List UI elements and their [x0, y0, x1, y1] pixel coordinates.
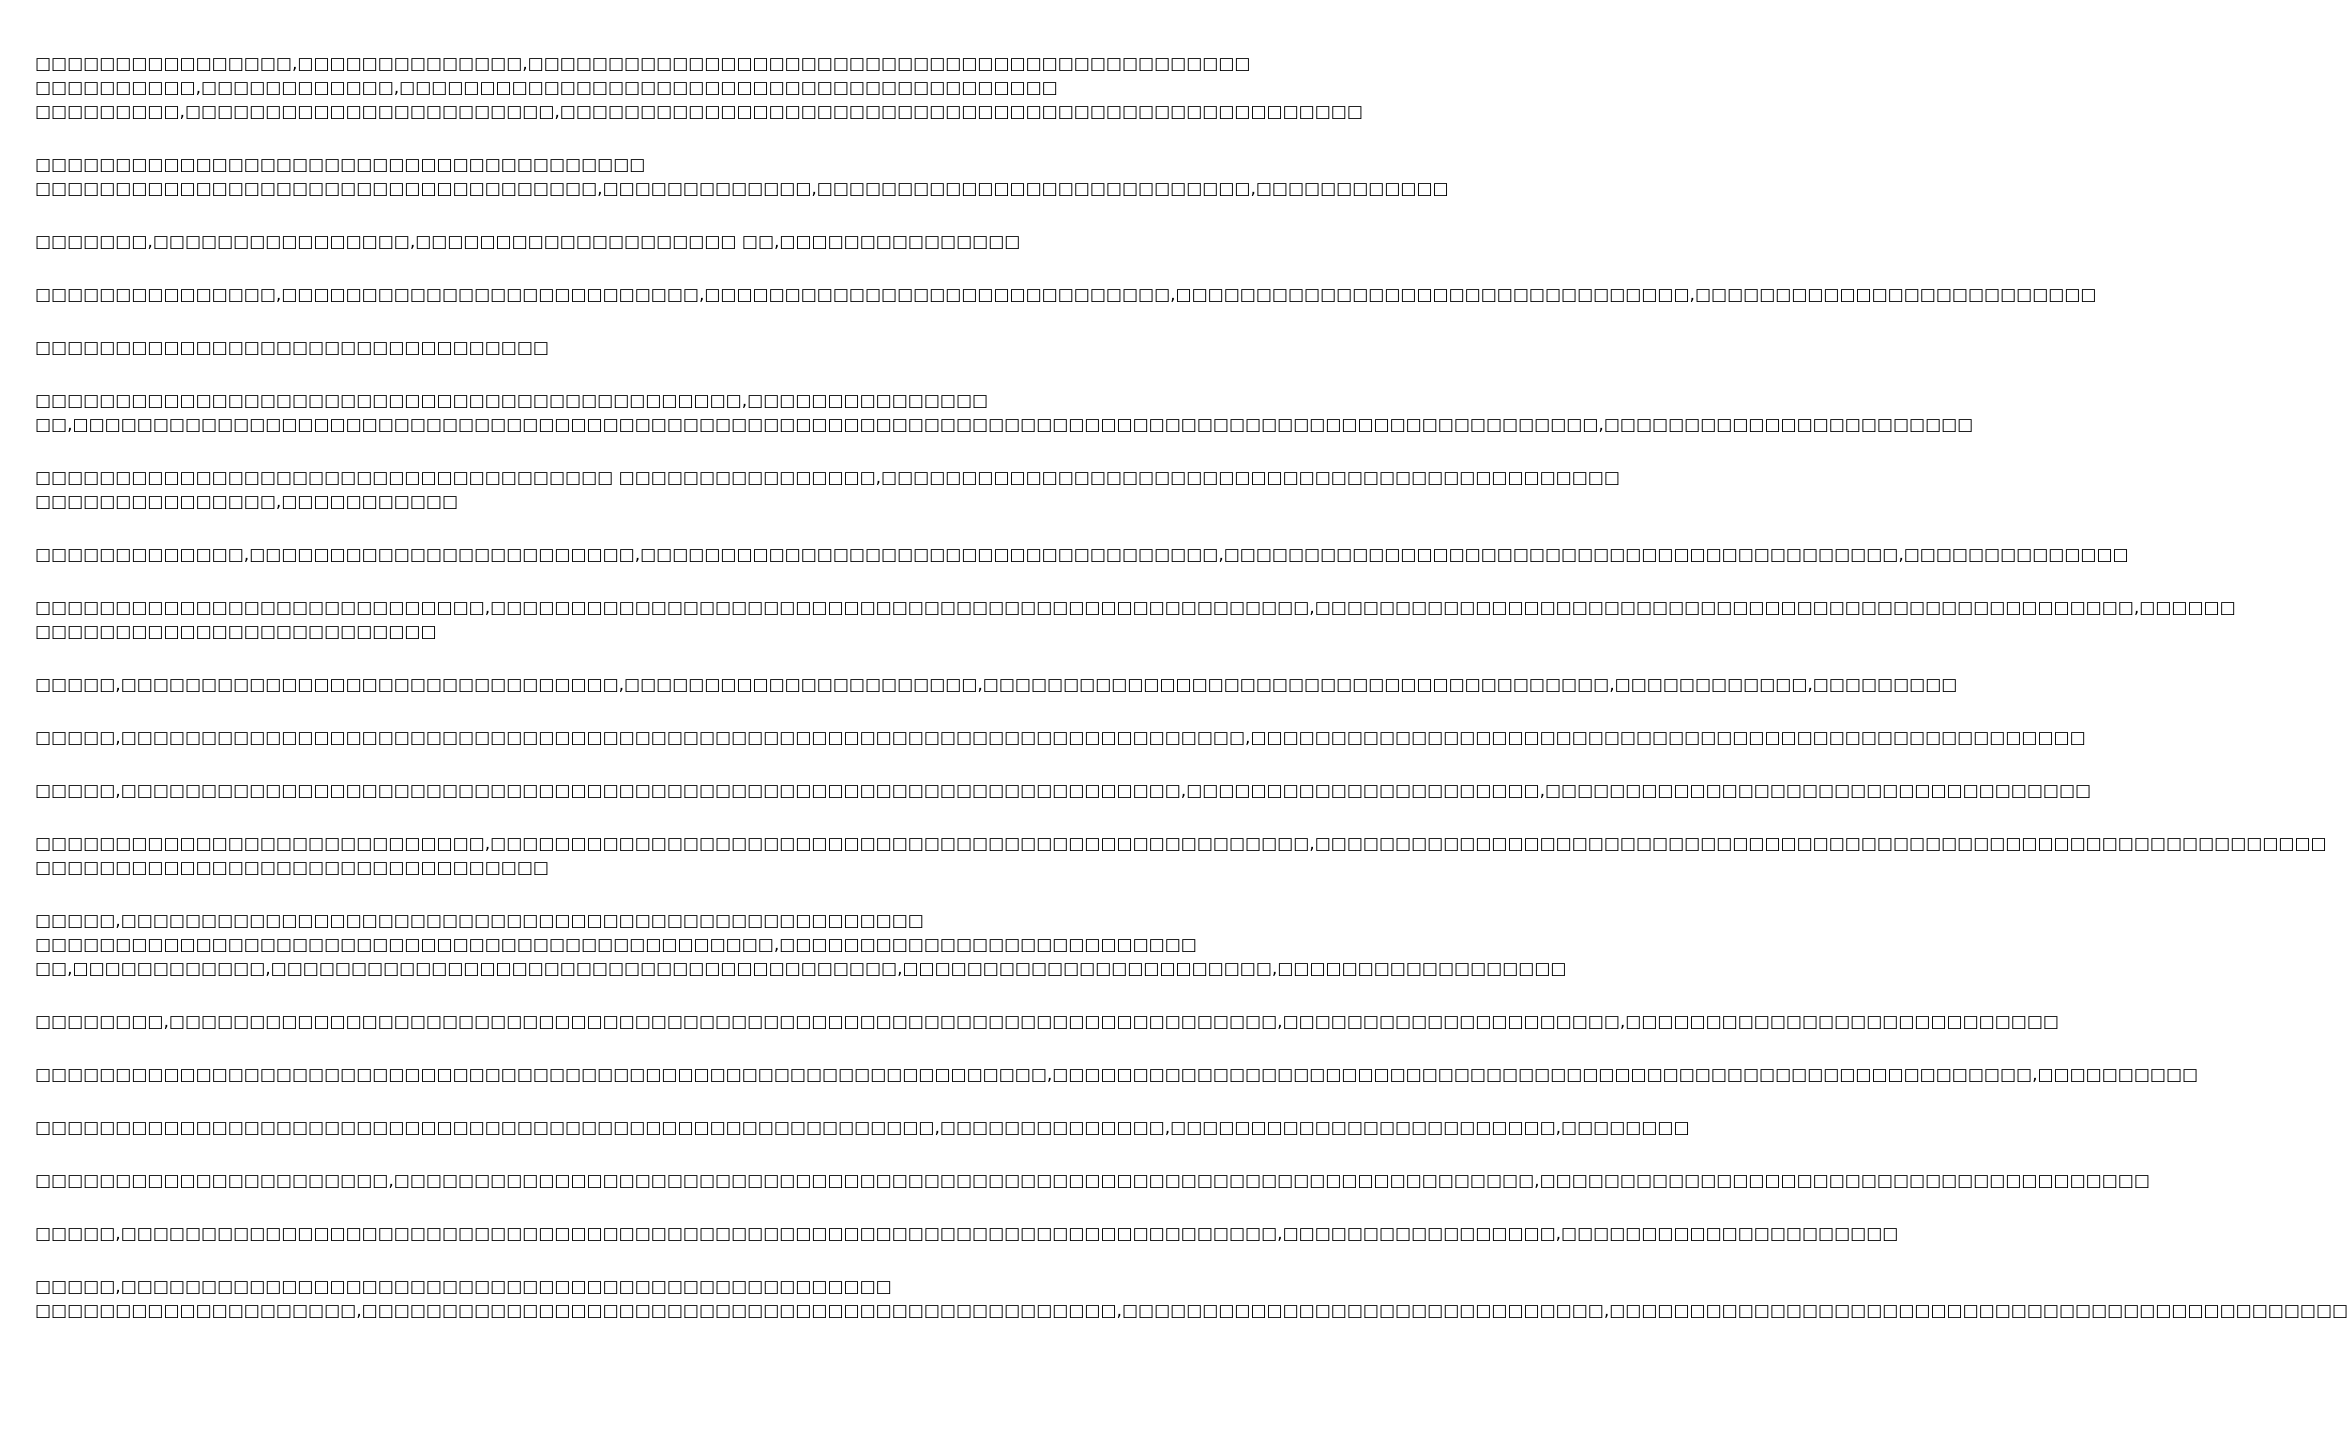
text-line: □□□□□□□□□,□□□□□□□□□□□□□□□□□□□□□□□,□□□□□□□□□□□□□□□□□□□□□□□□□□□□□□□□□□□□□□□□□□□□□□□□□□ [35, 102, 1363, 122]
text-line: □□□□□□□□□□□□□□□□□□□□□□□□□□□□,□□□□□□□□□□□□□□□□□□□□□□□□□□□□□□□□□□□□□□□□□□□□□□□□□□□,□□□□□□□□□□□□□□□□□□□□□□□□□□□□□□□□□□□□□□□□□□□□□□□□□□□,□□□□□□ [35, 598, 2236, 618]
paragraph [35, 336, 989, 360]
paragraph [35, 466, 1620, 514]
paragraph [35, 726, 2086, 750]
text-line: □□□□□□□□□□□□□□□□□□□□□□□□□□□□□□□□□□□□ □□□□□□□□□□□□□□□□,□□□□□□□□□□□□□□□□□□□□□□□□□□□□□□□□□□□□□□□□□□□□□□ [35, 468, 1620, 488]
paragraph [35, 832, 2327, 880]
paragraph [35, 596, 2236, 644]
text-line: □□□□□□□,□□□□□□□□□□□□□□□□,□□□□□□□□□□□□□□□□□□□□ □□,□□□□□□□□□□□□□□□ [35, 232, 1021, 252]
text-line: □□□□□□□□□□□□□□□□□□□□□□□□□□□□□□□□□□□,□□□□□□□□□□□□□,□□□□□□□□□□□□□□□□□□□□□□□□□□□,□□□□□□□□□□□□ [35, 179, 1449, 199]
paragraph [35, 909, 1567, 981]
paragraph [35, 673, 1958, 697]
paragraph [35, 1116, 1690, 1140]
text-line: □□□□□□□□□□□□□□□□□□□□□□□□□□□□□□□□□□□□□□□□□□□□,□□□□□□□□□□□□□□□ [35, 391, 989, 411]
text-line: □□□□□□□□□□□□□□□□□□□□□□,□□□□□□□□□□□□□□□□□□□□□□□□□□□□□□□□□□□□□□□□□□□□□□□□□□□□□□□□□□□□□□□□□□□□□□□,□□□□□□□□□□□□□□□□□□□□□□□□□□□□□□□□□□□□□□ [35, 1171, 2150, 1191]
text-line: □□□□□,□□□□□□□□□□□□□□□□□□□□□□□□□□□□□□□□□□□□□□□□□□□□□□□□□□□□□□□□□□□□□□□□□□,□□□□□□□□□□□□□□□□□□□□□□,□□□□□□□□□□□□□□□□□□□□□□□□□□□□□□□□□□ [35, 781, 2092, 801]
paragraph [35, 389, 1974, 437]
text-line: □□□□□□□□□□□□□□□□,□□□□□□□□□□□□□□,□□□□□□□□□□□□□□□□□□□□□□□□□□□□□□□□□□□□□□□□□□□□□ [35, 54, 1251, 74]
text-line: □□□□□□□□□□□□□□□□□□□□□□□□□□□□□□□□□□□□□□□□□□□□□□□□□□□□□□□□□□□□□□□,□□□□□□□□□□□□□□□□□□□□□□□□□□□□□□□□□□□□□□□□□□□□□□□□□□□□□□□□□□□□□,□□□□□□□□□□ [35, 1065, 2199, 1085]
text-line: □□□□□□□□□□□□□,□□□□□□□□□□□□□□□□□□□□□□□□,□□□□□□□□□□□□□□□□□□□□□□□□□□□□□□□□□□□□,□□□□□□□□□□□□□□□□□□□□□□□□□□□□□□□□□□□□□□□□□□,□□□□□□□□□□□□□□ [35, 545, 2129, 565]
text-line: □□□□□□□□□□□□□□□,□□□□□□□□□□□ [35, 492, 459, 512]
paragraph [35, 1010, 2059, 1034]
paragraph [35, 1222, 1899, 1246]
text-line: □□,□□□□□□□□□□□□,□□□□□□□□□□□□□□□□□□□□□□□□□□□□□□□□□□□□□□□,□□□□□□□□□□□□□□□□□□□□□□□,□□□□□□□□□□□□□□□□□□ [35, 959, 1567, 979]
paragraph [35, 230, 1021, 254]
paragraph [35, 543, 2129, 567]
text-line: □□□□□,□□□□□□□□□□□□□□□□□□□□□□□□□□□□□□□□□□□□□□□□□□□□□□□□ [35, 1277, 892, 1297]
paragraph [35, 779, 2092, 803]
text-line: □□,□□□□□□□□□□□□□□□□□□□□□□□□□□□□□□□□□□□□□□□□□□□□□□□□□□□□□□□□□□□□□□□□□□□□□□□□□□□□□□□□□□□□□□□□□□□□□□□,□□□□□□□□□□□□□□□□□□□□□□□ [35, 415, 1974, 435]
text-line: □□□□□□□□□□□□□□□□□□□□□□□□□□□□□□□□ [35, 338, 549, 358]
paragraph [35, 153, 1449, 201]
paragraph [35, 1063, 2199, 1087]
text-line: □□□□□□□□□□□□□□□□□□□□□□□□□□□□□□□□□□□□□□ [35, 155, 646, 175]
paragraph [35, 1275, 2348, 1323]
text-line: □□□□□□□□□□□□□□□□□□□□□□□□□□□□,□□□□□□□□□□□□□□□□□□□□□□□□□□□□□□□□□□□□□□□□□□□□□□□□□□□,□□□□□□□□□□□□□□□□□□□□□□□□□□□□□□□□□□□□□□□□□□□□□□□□□□□□□□□□□□□□□□□ [35, 834, 2327, 854]
text-line: □□□□□□□□□□□□□□□,□□□□□□□□□□□□□□□□□□□□□□□□□□,□□□□□□□□□□□□□□□□□□□□□□□□□□□□□,□□□□□□□□□□□□□□□□□□□□□□□□□□□□□□□□,□□□□□□□□□□□□□□□□□□□□□□□□□ [35, 285, 2097, 305]
text-line: □□□□□,□□□□□□□□□□□□□□□□□□□□□□□□□□□□□□□□□□□□□□□□□□□□□□□□□□ [35, 911, 924, 931]
text-line: □□□□□□□□□□□□□□□□□□□□,□□□□□□□□□□□□□□□□□□□□□□□□□□□□□□□□□□□□□□□□□□□□□□□,□□□□□□□□□□□□□□□□□□□□□□□□□□□□□□,□□□□□□□□□□□□□□□□□□□□□□□□□□□□□□□□□□□□□□□□□□□□□□ [35, 1301, 2348, 1321]
text-line: □□□□□,□□□□□□□□□□□□□□□□□□□□□□□□□□□□□□□□□□□□□□□□□□□□□□□□□□□□□□□□□□□□□□□□□□□□□□,□□□□□□□□□□□□□□□□□□□□□□□□□□□□□□□□□□□□□□□□□□□□□□□□□□□□ [35, 728, 2086, 748]
paragraph [35, 52, 1363, 124]
text-line: □□□□□□□□□□□□□□□□□□□□□□□□□□□□□□□□□□□□□□□□□□□□□□□□□□□□□□□□,□□□□□□□□□□□□□□,□□□□□□□□□□□□□□□□□□□□□□□□,□□□□□□□□ [35, 1118, 1690, 1138]
text-line: □□□□□□□□□□□□□□□□□□□□□□□□□□□□□□□□□□□□□□□□□□□□□□,□□□□□□□□□□□□□□□□□□□□□□□□□□ [35, 935, 1197, 955]
text-line: □□□□□□□□□□□□□□□□□□□□□□□□□ [35, 622, 437, 642]
paragraph [35, 1169, 2150, 1193]
text-line: □□□□□,□□□□□□□□□□□□□□□□□□□□□□□□□□□□□□□□□□□□□□□□□□□□□□□□□□□□□□□□□□□□□□□□□□□□□□□□,□□□□□□□□□□□□□□□□□,□□□□□□□□□□□□□□□□□□□□□ [35, 1224, 1899, 1244]
text-line: □□□□□□□□□□□□□□□□□□□□□□□□□□□□□□□□ [35, 858, 549, 878]
text-line: □□□□□□□□□□,□□□□□□□□□□□□,□□□□□□□□□□□□□□□□□□□□□□□□□□□□□□□□□□□□□□□□□ [35, 78, 1058, 98]
paragraph [35, 283, 2097, 307]
text-line: □□□□□□□□,□□□□□□□□□□□□□□□□□□□□□□□□□□□□□□□□□□□□□□□□□□□□□□□□□□□□□□□□□□□□□□□□□□□□□,□□□□□□□□□□□□□□□□□□□□□,□□□□□□□□□□□□□□□□□□□□□□□□□□□ [35, 1012, 2059, 1032]
document-body [35, 52, 2348, 1352]
text-line: □□□□□,□□□□□□□□□□□□□□□□□□□□□□□□□□□□□□□,□□□□□□□□□□□□□□□□□□□□□□,□□□□□□□□□□□□□□□□□□□□□□□□□□□□□□□□□□□□□□□,□□□□□□□□□□□□,□□□□□□□□□ [35, 675, 1958, 695]
